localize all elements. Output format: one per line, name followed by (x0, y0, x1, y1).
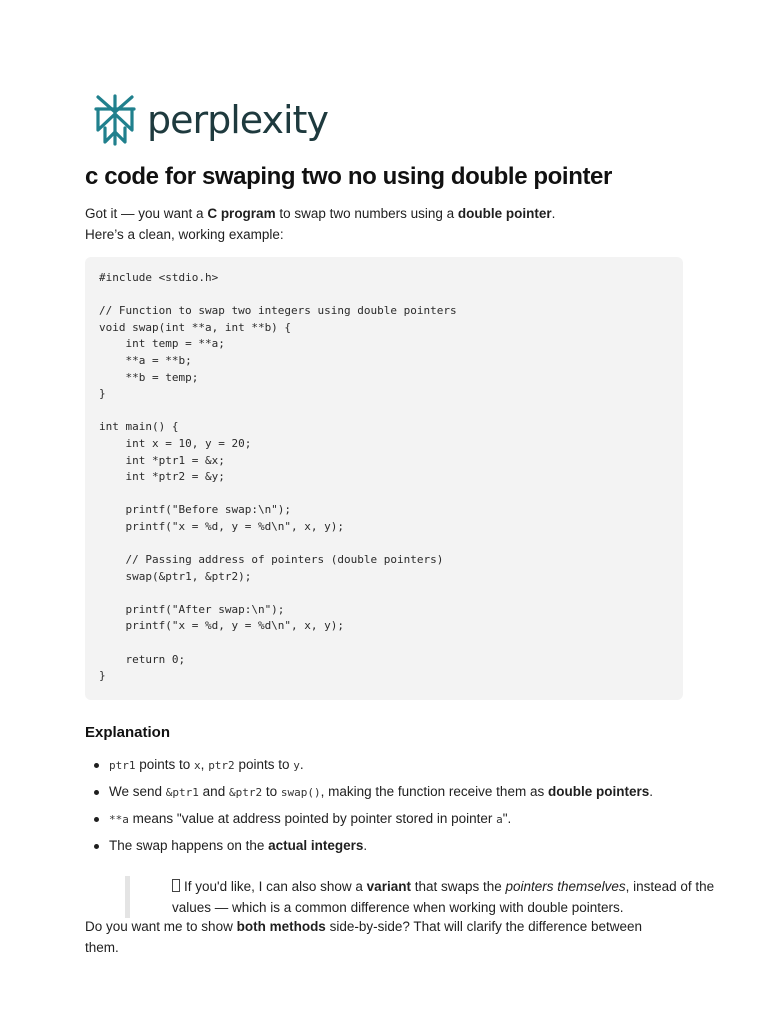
list-text: points to (234, 757, 294, 772)
block-quote (125, 876, 723, 918)
intro-bold: C program (207, 206, 276, 221)
explanation-heading: Explanation (85, 724, 171, 741)
list-text: to (262, 784, 281, 799)
list-text: . (649, 784, 653, 799)
quote-segment: If you'd like, I can also show a (184, 878, 367, 894)
list-text: . (363, 838, 368, 853)
quote-segment: that swaps the (410, 878, 506, 894)
inline-code: ptr1 (109, 759, 136, 772)
closing-segment: side-by-side? That will clarify the difference between them. (85, 919, 642, 955)
list-text: , making the function receive them as (320, 784, 548, 799)
missing-glyph-icon (172, 879, 180, 892)
brand-name: perplexity (147, 98, 328, 142)
intro-line-2: Here’s a clean, working example: (85, 227, 284, 242)
explanation-list (85, 754, 685, 862)
list-bold: actual integers (268, 838, 364, 853)
code-content[interactable]: #include <stdio.h> // Function to swap two integers using double pointers void swap(int **a, int **b) { int temp = **a; **a = **b; **b = temp; } int main() { int x = 10, y = 20; int *ptr1 = &x; int *ptr2 = &y; printf("Before swap:\n"); printf("x = %d, y = %d\n", x, y); // Passing address of pointers (double pointers) swap(&ptr1, &ptr2); printf("After swap:\n"); printf("x = %d, y = %d\n", x, y); return 0; } (99, 271, 457, 683)
inline-code: &ptr1 (165, 786, 199, 799)
list-item (85, 835, 685, 862)
list-bold: double pointers (547, 784, 650, 799)
closing-text (85, 916, 675, 958)
closing-paragraph (85, 916, 675, 958)
quote-bold: variant (366, 878, 411, 894)
closing-segment: Do you want me to show (85, 919, 237, 934)
perplexity-logo-icon (93, 94, 137, 146)
intro-text: Got it — you want a (85, 206, 208, 221)
page-title: c code for swaping two no using double pointer (85, 163, 612, 190)
list-text: We send (109, 784, 166, 799)
inline-code: swap() (280, 786, 321, 799)
intro-bold: double pointer (457, 206, 552, 221)
list-text: The swap happens on the (109, 838, 269, 853)
intro-line-1 (85, 203, 555, 224)
list-item (85, 781, 685, 808)
intro-text: to swap two numbers using a (275, 206, 458, 221)
list-text: points to (135, 757, 195, 772)
list-item (85, 808, 685, 835)
perplexity-logo (93, 93, 328, 147)
inline-code: y (293, 759, 300, 772)
list-item (85, 754, 685, 781)
closing-bold: both methods (236, 919, 326, 934)
inline-code: a (496, 813, 503, 826)
inline-code: ptr2 (208, 759, 235, 772)
list-text: means "value at address pointed by pointer stored in pointer (128, 811, 497, 826)
quote-segment: , instead of the values — which is a common difference when working with double pointers. (172, 878, 715, 915)
intro-text: . (551, 206, 556, 221)
inline-code: x (194, 759, 201, 772)
code-block[interactable] (85, 257, 683, 700)
list-text: . (299, 757, 304, 772)
list-text: and (198, 784, 229, 799)
quote-text (172, 876, 723, 918)
list-text: , (200, 757, 209, 772)
inline-code: &ptr2 (228, 786, 263, 799)
list-text: ". (502, 811, 512, 826)
intro (85, 203, 555, 245)
quote-italic: pointers themselves (505, 878, 626, 894)
inline-code: **a (109, 813, 129, 826)
